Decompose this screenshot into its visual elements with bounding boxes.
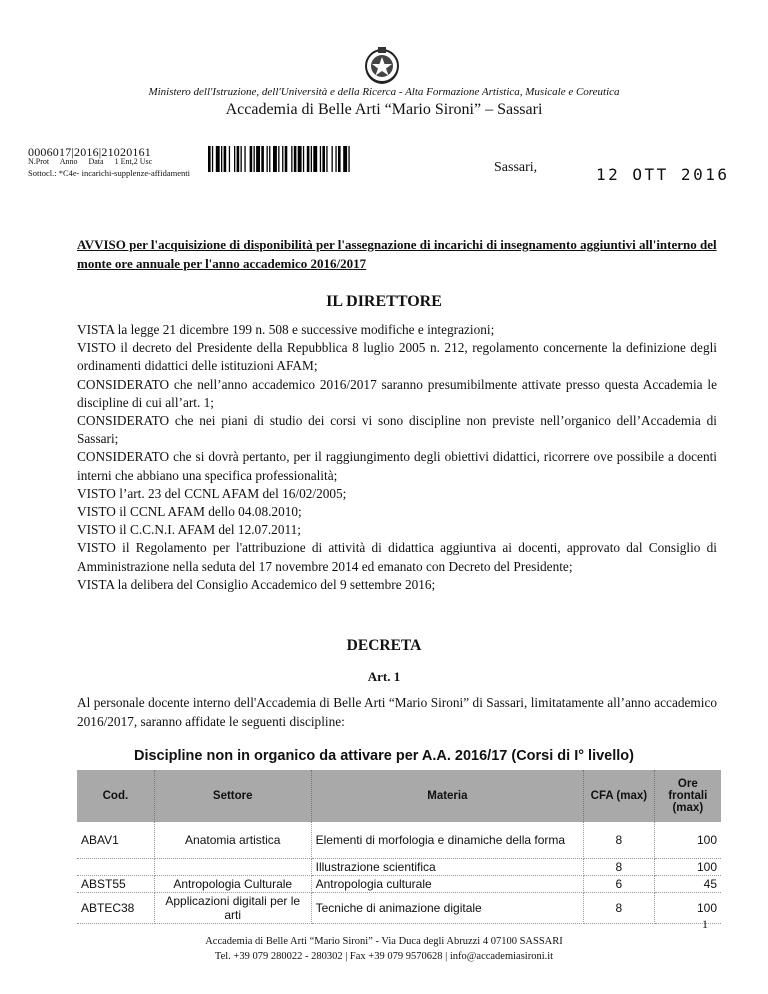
table-row [77, 822, 721, 858]
cell-ore: 100 [654, 892, 721, 923]
premise-item: VISTO il decreto del Presidente della Repubblica 8 luglio 2005 n. 212, regolamento concernente la definizione degli ordinamenti didattici delle istituzioni AFAM; [77, 340, 717, 374]
premise-item: CONSIDERATO che si dovrà pertanto, per il raggiungimento degli obiettivi didattici, ricorrere ove possibile a docenti interni che abbiano una specifica professionalità; [77, 449, 717, 483]
header-settore: Settore [154, 770, 311, 822]
cell-ore: 45 [654, 875, 721, 892]
protocol-barcode [208, 146, 416, 172]
protocol-number: 0006017|2016|21020161 [28, 145, 152, 159]
cell-cod: ABTEC38 [77, 892, 154, 923]
cell-cfa: 8 [584, 892, 655, 923]
premise-item: VISTO l’art. 23 del CCNL AFAM del 16/02/2005; [77, 485, 347, 501]
academy-heading: Accademia di Belle Arti “Mario Sironi” – Sassari [225, 101, 543, 118]
premise-item: VISTA la delibera del Consiglio Accademico del 9 settembre 2016; [77, 576, 436, 592]
protocol-label: Data [88, 157, 104, 166]
protocol-label: 1 Ent,2 Usc [114, 157, 153, 166]
cell-ore: 100 [654, 822, 721, 858]
header-cod: Cod. [77, 770, 154, 822]
republic-emblem-icon [361, 44, 403, 86]
disciplines-table [77, 770, 721, 924]
cell-materia: Tecniche di animazione digitale [311, 892, 584, 923]
header-cfa: CFA (max) [584, 770, 655, 822]
premise-item: CONSIDERATO che nei piani di studio dei corsi vi sono discipline non previste nell’organico dell’Accademia di Sassari; [77, 413, 717, 447]
cell-materia: Illustrazione scientifica [311, 858, 584, 875]
table-header-row [77, 770, 721, 822]
cell-ore: 100 [654, 858, 721, 875]
document-place: Sassari, [494, 160, 538, 175]
cell-materia: Elementi di morfologia e dinamiche della forma [311, 822, 584, 858]
protocol-label: N.Prot [28, 157, 50, 166]
header-ore: Ore frontali (max) [654, 770, 721, 822]
footer-contacts: Tel. +39 079 280022 - 280302 | Fax +39 079 9570628 | info@accademiasironi.it [214, 951, 554, 962]
table-row [77, 875, 721, 892]
table-row [77, 858, 721, 875]
article-text: Al personale docente interno dell'Accademia di Belle Arti “Mario Sironi” di Sassari, limitatamente all’anno accademico 2016/2017, saranno affidate le seguenti discipline: [77, 695, 717, 729]
notice-title: AVVISO per l'acquisizione di disponibilità per l'assegnazione di incarichi di insegnamento aggiuntivi all'interno del monte ore annuale per l'anno accademico 2016/2017 [77, 237, 717, 271]
cell-settore: Applicazioni digitali per le arti [154, 892, 311, 923]
premise-item: VISTO il C.C.N.I. AFAM del 12.07.2011; [77, 522, 301, 538]
cell-cod [77, 858, 154, 875]
cell-cod: ABAV1 [77, 822, 154, 858]
table-row [77, 892, 721, 923]
date-stamp: 12 OTT 2016 [596, 165, 730, 184]
table-title: Discipline non in organico da attivare per A.A. 2016/17 (Corsi di I° livello) [133, 748, 634, 764]
footer-address: Accademia di Belle Arti “Mario Sironi” - Via Duca degli Abruzzi 4 07100 SASSARI [205, 936, 563, 947]
cell-settore: Antropologia Culturale [154, 875, 311, 892]
premise-item: CONSIDERATO che nell’anno accademico 2016/2017 saranno presumibilmente attivate presso questa Accademia le discipline di cui all’art. 1; [77, 376, 717, 410]
premises-list [77, 321, 717, 594]
cell-settore: Anatomia artistica [154, 822, 311, 858]
header-materia: Materia [311, 770, 584, 822]
premise-item: VISTO il Regolamento per l'attribuzione di attività di didattica aggiuntiva ai docenti, approvato dal Consiglio di Amministrazione nella seduta del 17 novembre 2014 ed emanato con Decreto del Presidente; [77, 540, 717, 574]
premise-item: VISTA la legge 21 dicembre 199 n. 508 e successive modifiche e integrazioni; [77, 322, 495, 337]
cell-cfa: 8 [584, 822, 655, 858]
cell-cfa: 8 [584, 858, 655, 875]
premise-item: VISTO il CCNL AFAM dello 04.08.2010; [77, 504, 302, 520]
page-number: 1 [702, 917, 708, 931]
cell-settore [154, 858, 311, 875]
cell-cod: ABST55 [77, 875, 154, 892]
cell-cfa: 6 [584, 875, 655, 892]
ministry-heading: Ministero dell'Istruzione, dell'Università e della Ricerca - Alta Formazione Artistica, Musicale e Coreutica [148, 86, 620, 98]
cell-materia: Antropologia culturale [311, 875, 584, 892]
decree-heading: DECRETA [346, 637, 422, 654]
protocol-sottoclasse: Sottocl.: *C4e- incarichi-supplenze-affidamenti [28, 168, 190, 178]
director-heading: IL DIRETTORE [326, 293, 442, 310]
article-title: Art. 1 [367, 669, 401, 684]
protocol-labels [28, 157, 161, 166]
protocol-label: Anno [59, 157, 78, 166]
